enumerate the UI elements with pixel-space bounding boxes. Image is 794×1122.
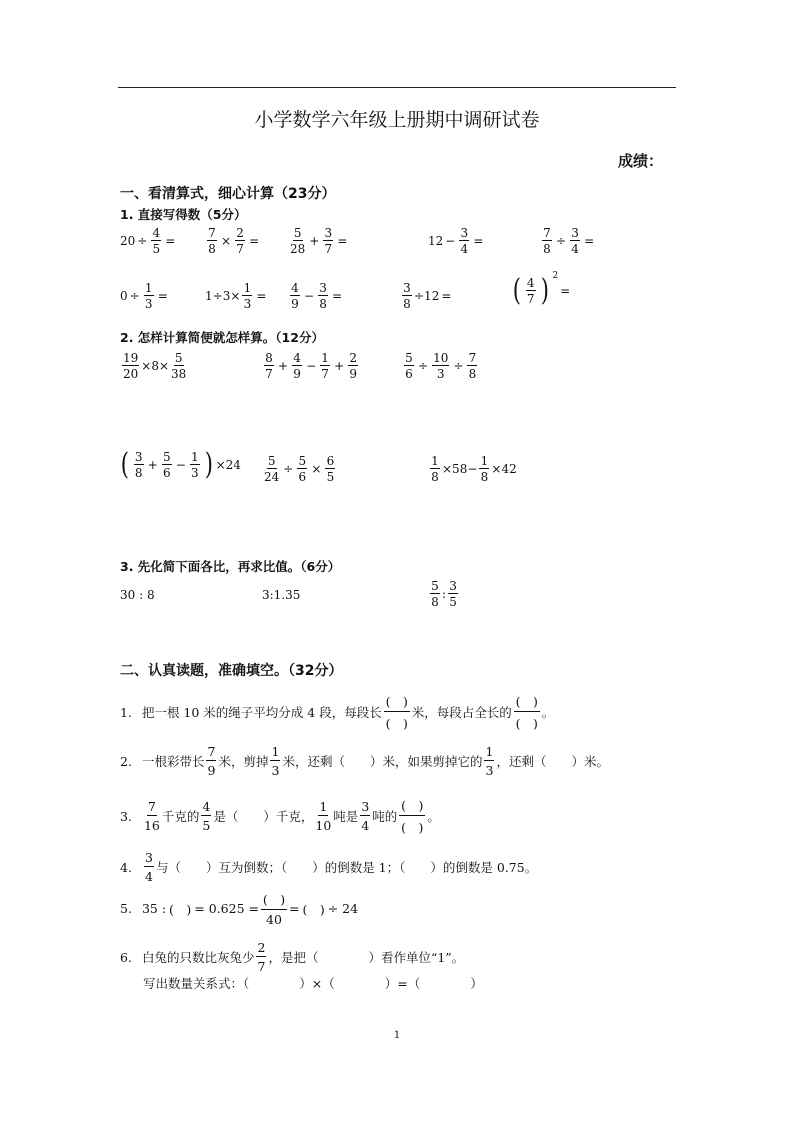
calc-b4: $\frac{3}{8}$ ÷12 = [403,281,452,311]
calc-b1: 0 ÷ $\frac{1}{3}$ = [120,281,168,311]
ratio-1: 30 : 8 [120,588,155,602]
fill-q3: 3. $\frac{7}{16}$ 千克的 $\frac{4}{5}$ 是（ ）千克， $\frac{1}{10}$ 吨是 $\frac{3}{4}$ 吨的 $\frac{( )}{( )}$ 。 [120,798,440,835]
calc-c1: $\frac{19}{20}$ ×8× $\frac{5}{38}$ [123,351,187,381]
fill-q4: 4. $\frac{3}{4}$ 与（ ）互为倒数；（ ）的倒数是 1；（ ）的倒数是 0.75。 [120,850,538,884]
fill-q6-line2: 写出数量关系式：（ ）×（ ）=（ ） [143,976,483,991]
section-1-title: 一、看清算式，细心计算（23分） [120,186,336,202]
part-2-title: 2. 怎样计算简便就怎样算。（12分） [120,330,324,345]
ratio-3: $\frac{5}{8}$ : $\frac{3}{5}$ [431,579,457,609]
calc-b3: $\frac{4}{9}$ − $\frac{3}{8}$ = [291,281,343,311]
calc-d3: $\frac{1}{8}$ ×58− $\frac{1}{8}$ ×42 [431,454,517,484]
part-1-title: 1. 直接写得数（5分） [120,207,247,222]
ratio-2: 3:1.35 [262,588,301,602]
calc-a4: 12 − $\frac{3}{4}$ = [428,226,484,256]
calc-a5: $\frac{7}{8}$ ÷ $\frac{3}{4}$ = [543,226,595,256]
calc-b5: ( $\frac{4}{7}$ ) 2 = [512,271,571,308]
calc-d1: ( $\frac{3}{8}$ + $\frac{5}{6}$ − $\frac{1}{3}$ ) ×24 [120,447,241,482]
fill-q1: 1. 把一根 10 米的绳子平均分成 4 段，每段长 $\frac{( )}{( )}$ 米，每段占全长的 $\frac{( )}{( )}$ 。 [120,694,555,731]
fill-q2: 2. 一根彩带长 $\frac{7}{9}$ 米，剪掉 $\frac{1}{3}$ 米，还剩（ ）米，如果剪掉它的 $\frac{1}{3}$ ，还剩（ ）米。 [120,744,609,778]
section-2-title: 二、认真读题，准确填空。（32分） [120,663,343,679]
part-3-title: 3. 先化简下面各比，再求比值。（6分） [120,559,341,574]
calc-b2: 1÷3× $\frac{1}{3}$ = [205,281,267,311]
calc-a2: $\frac{7}{8}$ × $\frac{2}{7}$ = [208,226,260,256]
top-rule [118,87,676,88]
calc-d2: $\frac{5}{24}$ ÷ $\frac{5}{6}$ × $\frac{6}{5}$ [264,454,335,484]
fill-q6: 6. 白兔的只数比灰兔少 $\frac{2}{7}$ ，是把（ ）看作单位“1”。 [120,940,465,974]
score-label: 成绩： [618,152,664,170]
fill-q5: 5. 35 : ( ) = 0.625 = $\frac{( )}{40}$ = ( ) ÷ 24 [120,892,359,927]
calc-c3: $\frac{5}{6}$ ÷ $\frac{10}{3}$ ÷ $\frac{7}{8}$ [405,351,477,381]
page-number: 1 [393,1030,401,1041]
calc-c2: $\frac{8}{7}$ + $\frac{4}{9}$ − $\frac{1}{7}$ + $\frac{2}{9}$ [265,351,357,381]
calc-a3: $\frac{5}{28}$ + $\frac{3}{7}$ = [290,226,348,256]
calc-a1: 20 ÷ $\frac{4}{5}$ = [120,226,176,256]
page-title: 小学数学六年级上册期中调研试卷 [254,109,540,131]
